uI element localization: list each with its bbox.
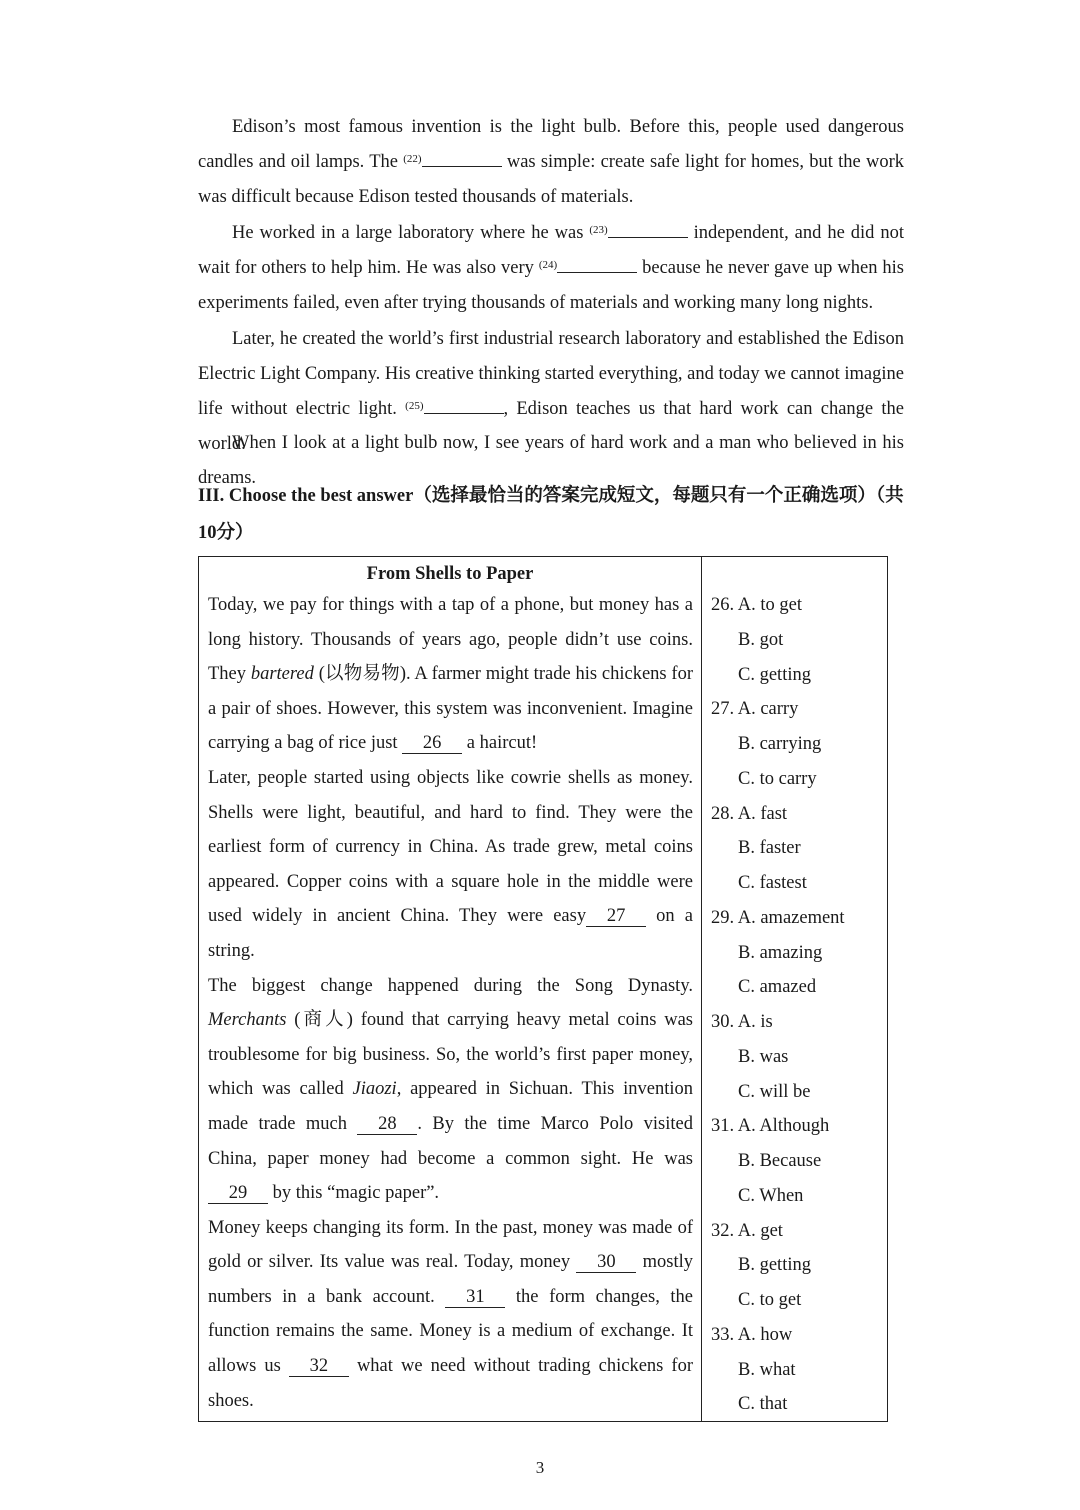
option-line: B. got	[738, 629, 784, 650]
paragraph-23-24: He worked in a large laboratory where he was $^{(23)}$ independent, and he did not wait for others to help him. He was also very $^{(24)}$ because he never gave up when his experiments failed, even after trying thousands of materials and working many long nights.	[198, 216, 904, 321]
blank-25	[424, 395, 504, 414]
option-group-27	[711, 692, 881, 796]
passage-paragraph-1: Today, we pay for things with a tap of a phone, but money has a long history. Thousands of years ago, people didn’t use coins. They bartered (以物易物). A farmer might trade his chickens for a pair of shoes. However, this system was inconvenient. Imagine carrying a bag of rice just 26 a haircut!	[208, 595, 693, 754]
option-group-28	[711, 797, 881, 901]
option-line: C. to get	[738, 1290, 802, 1310]
option-line: B. carrying	[738, 734, 822, 754]
blank-23	[608, 219, 688, 238]
option-line: B. faster	[738, 838, 801, 859]
blank-28: 28	[357, 1114, 417, 1135]
blank-24	[557, 254, 637, 273]
blank-29: 29	[208, 1183, 268, 1204]
blank-31: 31	[445, 1287, 505, 1308]
passage-title: From Shells to Paper	[366, 564, 534, 584]
option-group-32	[711, 1214, 881, 1318]
option-line: 29. A. amazement	[711, 907, 845, 928]
paragraph-closing: When I look at a light bulb now, I see years of hard work and a man who believed in his dreams.	[198, 433, 904, 488]
option-line: 32. A. get	[711, 1220, 783, 1241]
option-line: B. was	[738, 1046, 789, 1067]
blank-32: 32	[289, 1356, 349, 1377]
option-group-31	[711, 1109, 881, 1213]
option-line: 30. A. is	[711, 1012, 773, 1032]
option-line: C. When	[738, 1185, 804, 1206]
blank-number-25: (25)	[405, 400, 424, 412]
option-line: C. to carry	[738, 768, 817, 789]
option-line: B. getting	[738, 1255, 811, 1276]
page-number: 3	[535, 1458, 545, 1477]
option-line: C. will be	[738, 1081, 811, 1102]
option-line: C. getting	[738, 664, 811, 685]
options-column	[711, 588, 881, 1422]
passage-body	[208, 588, 693, 1418]
option-line: B. what	[738, 1359, 796, 1380]
blank-27: 27	[586, 906, 646, 927]
blank-number-23: (23)	[589, 224, 608, 236]
paragraph-25: Later, he created the world’s first industrial research laboratory and established the Edison Electric Light Company. His creative thinking started everything, and today we cannot imagine life without electric light. $^{(25)}$ , Edison teaches us that hard work can change the world.	[198, 329, 904, 454]
option-line: 28. A. fast	[711, 803, 788, 824]
option-line: C. that	[738, 1394, 788, 1415]
option-group-33	[711, 1318, 881, 1422]
option-group-29	[711, 901, 881, 1005]
option-line: 26. A. to get	[711, 595, 802, 615]
cloze-table	[198, 556, 888, 1422]
blank-26: 26	[402, 733, 462, 754]
option-line: 27. A. carry	[711, 699, 799, 720]
option-line: C. amazed	[738, 977, 817, 998]
paragraph-22: Edison’s most famous invention is the light bulb. Before this, people used dangerous candles and oil lamps. The $^{(22)}$ was simple: create safe light for homes, but the work was difficult because Edison tested thousands of materials.	[198, 117, 904, 207]
option-line: B. Because	[738, 1151, 822, 1171]
blank-30: 30	[576, 1252, 636, 1273]
option-group-26	[711, 588, 881, 692]
option-line: 31. A. Although	[711, 1116, 830, 1137]
option-line: 33. A. how	[711, 1324, 793, 1345]
section-3-heading: III. Choose the best answer（选择最恰当的答案完成短文，每题只有一个正确选项）（共10分）	[198, 486, 904, 543]
blank-number-24: (24)	[538, 259, 558, 271]
passage-paragraph-4: Money keeps changing its form. In the past, money was made of gold or silver. Its value was real. Today, money 30 mostly numbers in a bank account. 31 the form changes, the function remains the same. Money is a medium of exchange. It allows us 32 what we need without trading chickens for shoes.	[208, 1217, 693, 1411]
passage-paragraph-3: The biggest change happened during the Song Dynasty. Merchants (商人) found that carrying heavy metal coins was troublesome for big business. So, the world’s first paper money, which was called Jiaozi, appeared in Sichuan. This invention made trade much 28 . By the time Marco Polo visited China, paper money had become a common sight. He was 29 by this “magic paper”.	[208, 975, 693, 1204]
passage-paragraph-2: Later, people started using objects like cowrie shells as money. Shells were light, beautiful, and hard to find. They were the earliest form of currency in China. As trade grew, metal coins appeared. Copper coins with a square hole in the middle were used widely in ancient China. They were easy 27 on a string.	[208, 767, 693, 961]
option-line: C. fastest	[738, 873, 807, 893]
option-line: B. amazing	[738, 942, 823, 963]
blank-number-22: (22)	[403, 153, 422, 165]
blank-22	[422, 148, 502, 167]
option-group-30	[711, 1005, 881, 1109]
column-divider	[701, 557, 702, 1421]
